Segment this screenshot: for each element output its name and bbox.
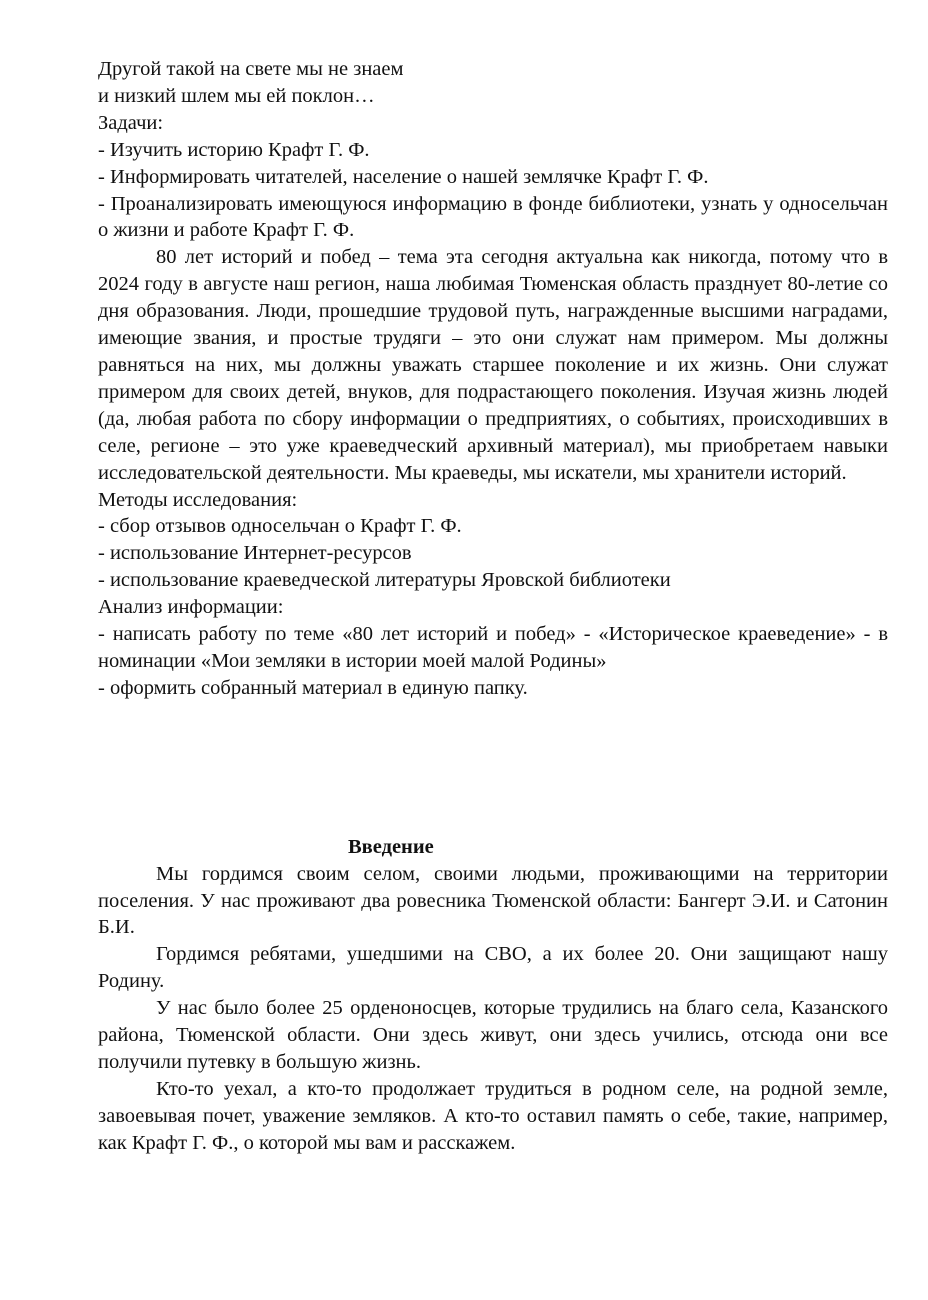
analysis-item-2: - оформить собранный материал в единую папку. bbox=[98, 676, 528, 699]
section-spacer bbox=[98, 702, 888, 834]
epigraph-line-2: и низкий шлем мы ей поклон… bbox=[98, 84, 375, 107]
task-item-2: - Информировать читателей, население о нашей землячке Крафт Г. Ф. bbox=[98, 165, 709, 188]
intro-paragraph-3: У нас было более 25 орденоносцев, которые трудились на благо села, Казанского района, Тюменской области. Они здесь живут, они здесь учились, отсюда они все получили путевку в большую жизнь. bbox=[98, 997, 888, 1073]
epigraph-line-1: Другой такой на свете мы не знаем bbox=[98, 58, 404, 80]
methods-title: Методы исследования: bbox=[98, 488, 298, 511]
intro-heading: Введение bbox=[348, 835, 434, 858]
method-item-3: - использование краеведческой литературы Яровской библиотеки bbox=[98, 569, 671, 592]
analysis-title: Анализ информации: bbox=[98, 596, 284, 619]
task-item-3: - Проанализировать имеющуюся информацию в фонде библиотеки, узнать у односельчан о жизни и работе Крафт Г. Ф. bbox=[98, 192, 888, 242]
intro-paragraph-4: Кто-то уехал, а кто-то продолжает трудиться в родном селе, на родной земле, завоевывая почет, уважение земляков. А кто-то оставил память о себе, такие, например, как Крафт Г. Ф., о которой мы вам и расскажем. bbox=[98, 1077, 888, 1154]
document-page bbox=[98, 56, 888, 1157]
intro-paragraph-1: Мы гордимся своим селом, своими людьми, проживающими на территории поселения. У нас проживают два ровесника Тюменской области: Бангерт Э.И. и Сатонин Б.И. bbox=[98, 862, 888, 939]
main-paragraph: 80 лет историй и побед – тема эта сегодня актуальна как никогда, потому что в 2024 году в августе наш регион, наша любимая Тюменская область празднует 80-летие со дня образования. Люди, прошедшие трудовой путь, награжденные высшими наградами, имеющие звания, и простые трудяги – это они служат нам примером. Мы должны равняться на них, мы должны уважать старшее поколение и их жизнь. Они служат примером для своих детей, внуков, для подрастающего поколения. Изучая жизнь людей (да, любая работа по сбору информации о предприятиях, о событиях, происходивших в селе, регионе – это уже краеведческий архивный материал), мы приобретаем навыки исследовательской деятельности. Мы краеведы, мы искатели, мы хранители историй. bbox=[98, 246, 888, 484]
analysis-item-1: - написать работу по теме «80 лет историй и побед» - «Историческое краеведение» - в номинации «Мои земляки в истории моей малой Родины» bbox=[98, 623, 888, 672]
tasks-title: Задачи: bbox=[98, 111, 164, 134]
task-item-1: - Изучить историю Крафт Г. Ф. bbox=[98, 138, 370, 161]
method-item-2: - использование Интернет-ресурсов bbox=[98, 542, 412, 565]
intro-paragraph-2: Гордимся ребятами, ушедшими на СВО, а их более 20. Они защищают нашу Родину. bbox=[98, 943, 888, 993]
method-item-1: - сбор отзывов односельчан о Крафт Г. Ф. bbox=[98, 515, 462, 538]
